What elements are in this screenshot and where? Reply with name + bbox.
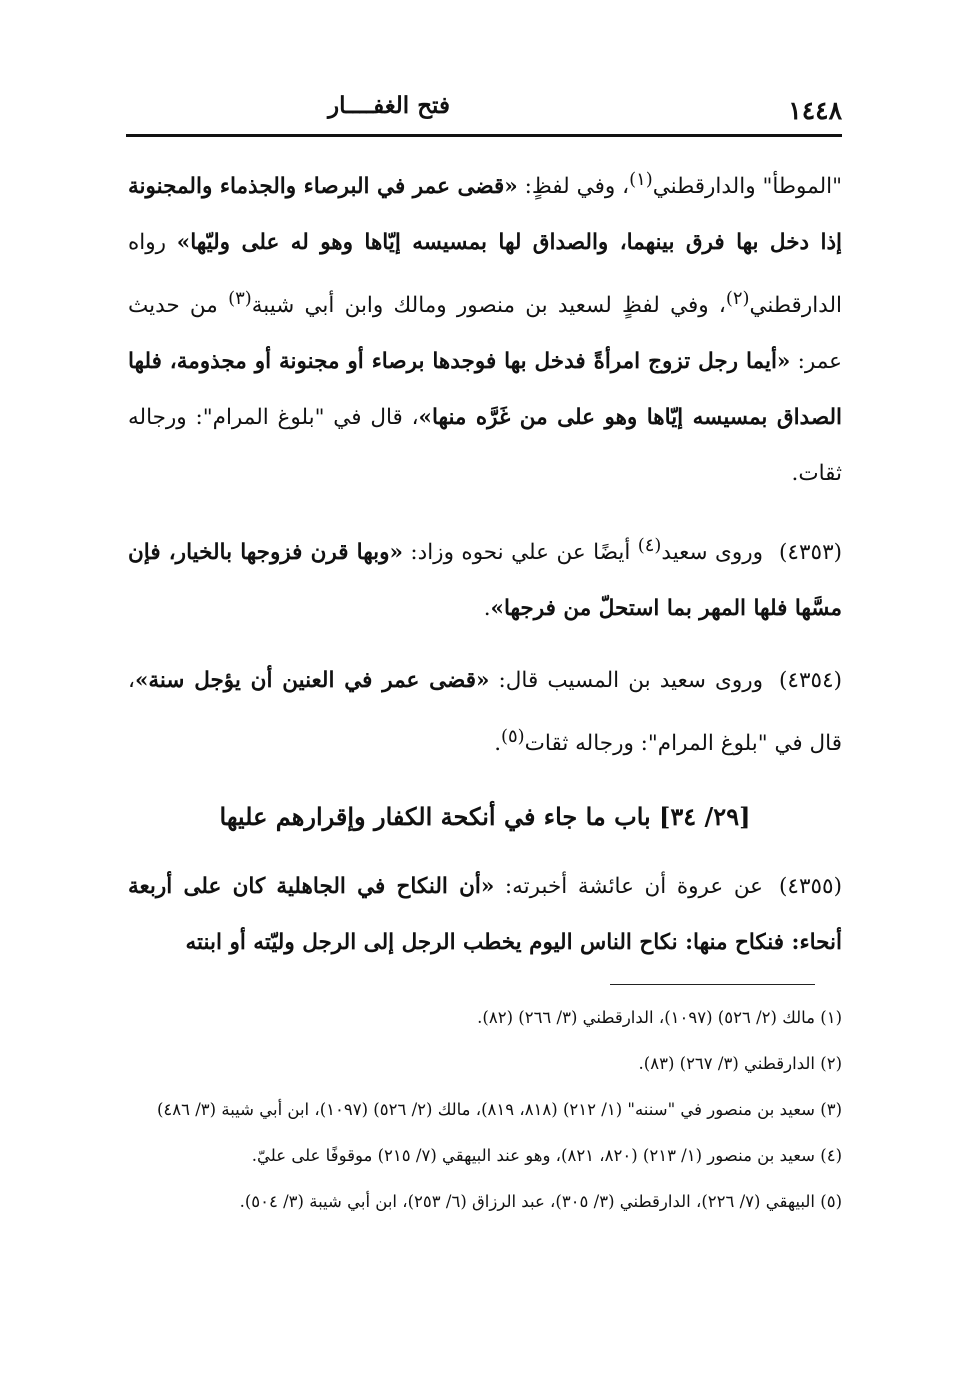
paragraph-4 [128,859,842,971]
running-title: فتح الغفــــار [328,92,450,119]
para1-quote-a: «قضى عمر في البرصاء والجذماء والمجنونة إذا دخل بها فرق بينهما، والصداق لها بمسيسه إيّاها وهو له على وليّها» [128,174,842,256]
hadith-number-4355: (٤٣٥٥) [779,873,842,899]
para4-quote: «أن النكاح في الجاهلية كان على أربعة أنحاء: فنكاح منها: نكاح الناس اليوم يخطب الرجل إلى الرجل وليّته أو ابنته [128,873,842,955]
footnote-separator [610,984,815,985]
footnote-ref-5: (٥) [501,726,525,748]
para3-text-c: . [494,731,502,757]
footnote-3: (٣) سعيد بن منصور في "سننه" (١/ ٢١٢) (٨١٨، ٨١٩)، مالك (٢/ ٥٢٦) (١٠٩٧)، ابن أبي شيبة (٣/ ٤٨٦) [156,1100,842,1119]
para3-text-a: وروى سعيد بن المسيب قال: [489,668,764,694]
para2-text-a: وروى سعيد [661,540,764,566]
para2-quote: «وبها قرن فزوجها بالخيار، فإن مسَّها فلها المهر بما استحلّ من فرجها» [128,540,842,622]
para2-text-b: أيضًا عن علي نحوه وزاد: [402,540,638,566]
footnote-1: (١) مالك (٢/ ٥٢٦) (١٠٩٧)، الدارقطني (٣/ ٢٦٦) (٨٢). [477,1008,842,1027]
para1-quote-b: «أيما رجل تزوج امرأةً فدخل بها فوجدها برصاء أو مجنونة أو مجذومة، فلها الصداق بمسيسه إيّاها وهو على من غَرَّه منها» [128,349,842,431]
hadith-number-4353: (٤٣٥٣) [779,540,843,566]
para4-text-a: عن عروة أن عائشة أخبرته: [494,873,764,899]
footnote-ref-4: (٤) [637,535,662,557]
paragraph-1 [128,152,842,502]
running-header [126,92,842,132]
footnote-ref-1: (١) [629,169,653,190]
para1-text-c: رواه الدارقطني [128,230,842,319]
footnote-4: (٤) سعيد بن منصور (١/ ٢١٣) (٨٢٠، ٨٢١)، وهو عند البيهقي (٧/ ٢١٥) موقوفًا على عليّ. [251,1146,842,1165]
para1-text-e: من حديث عمر: [128,293,842,375]
para1-text-f: ، قال في "بلوغ المرام": ورجاله ثقات. [128,405,842,487]
hadith-number-4354: (٤٣٥٤) [779,668,843,694]
footnotes [128,995,842,1225]
chapter-heading: [٢٩/ ٣٤] باب ما جاء في أنكحة الكفار وإقرارهم عليها [219,801,751,831]
footnote-ref-2: (٢) [725,288,750,310]
para3-text-b: ، قال في "بلوغ المرام": ورجاله ثقات [128,668,842,757]
footnote-2: (٢) الدارقطني (٣/ ٢٦٧) (٨٣). [638,1054,842,1073]
footnote-5: (٥) البيهقي (٧/ ٢٢٦)، الدارقطني (٣/ ٣٠٥)، عبد الرزاق (٦/ ٢٥٣)، ابن أبي شيبة (٣/ ٥٠٤). [239,1192,842,1211]
footnote-ref-3: (٣) [228,288,252,310]
para2-text-c: . [483,596,491,622]
para1-text-a: "الموطأ" والدارقطني [652,174,842,200]
paragraph-2 [128,518,842,637]
paragraph-3 [128,653,842,772]
main-text [128,152,842,987]
header-rule [126,134,842,137]
para3-quote: «قضى عمر في العنين أن يؤجل سنة» [134,668,490,694]
para1-text-d: ، وفي لفظٍ لسعيد بن منصور ومالك وابن أبي شيبة [251,293,726,319]
para1-text-b: ، وفي لفظٍ: [517,174,630,200]
page-number: ١٤٤٨ [788,96,842,125]
